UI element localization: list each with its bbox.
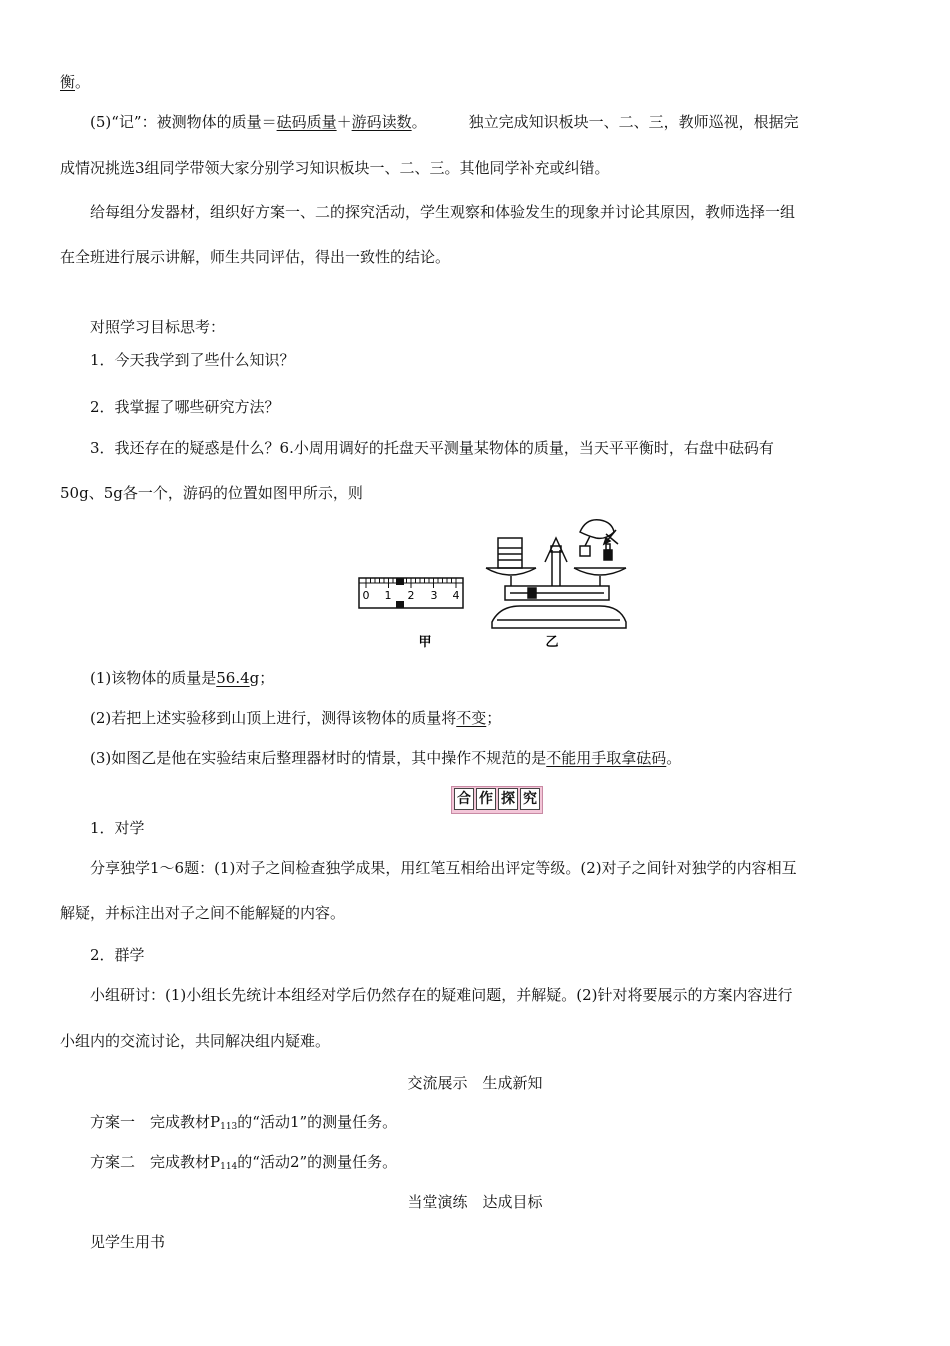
text-line: 2．我掌握了哪些研究方法？	[90, 398, 280, 416]
section-title-practice: 当堂演练 达成目标	[407, 1193, 543, 1211]
subheading: 2．群学	[90, 946, 145, 964]
question-line	[90, 748, 681, 768]
text-line: 见学生用书	[90, 1233, 166, 1251]
underlined-answer: 不变	[456, 709, 487, 727]
ruler-tick-label: 3	[430, 589, 438, 602]
text-segment: (2)若把上述实验移到山顶上进行，测得该物体的质量将	[90, 709, 457, 727]
text-segment: (1)该物体的质量是	[90, 669, 217, 687]
question-line	[90, 708, 501, 728]
subheading: 1．对学	[90, 819, 145, 837]
page-subscript: 114	[220, 1162, 238, 1172]
figure-label-jia: 甲	[418, 635, 432, 650]
ruler-tick-label: 1	[384, 589, 392, 602]
heading-char: 究	[520, 788, 540, 810]
text-segment: 的“活动1”的测量任务。	[237, 1113, 398, 1131]
heading-char: 探	[498, 788, 518, 810]
text-line: 小组研讨：(1)小组长先统计本组经对学后仍然存在的疑难问题，并解疑。(2)针对将要展示的方案内容进行	[90, 986, 793, 1004]
underlined-answer: 56.4	[216, 669, 250, 687]
rider-marker	[396, 601, 404, 608]
underlined-answer: 游码读数	[351, 113, 412, 131]
plan-line	[90, 1112, 397, 1137]
text-line	[90, 112, 799, 132]
underlined-answer: 不能用手取拿砝码	[546, 749, 667, 767]
text-line: 50g、5g各一个，游码的位置如图甲所示，则	[60, 484, 363, 502]
text-segment: ；	[486, 709, 502, 727]
section-heading-cooperate	[451, 786, 543, 814]
heading-char: 合	[454, 788, 474, 810]
text-line: 成情况挑选3组同学带领大家分别学习知识板块一、二、三。其他同学补充或纠错。	[60, 159, 610, 177]
text-line: 3．我还存在的疑惑是什么？6.小周用调好的托盘天平测量某物体的质量，当天平平衡时，右盘中砝码有	[90, 439, 774, 457]
ruler-tick-label: 4	[452, 589, 460, 602]
text-segment: 独立完成知识板块一、二、三，教师巡视，根据完	[468, 113, 799, 131]
text-line: 分享独学1～6题：(1)对子之间检查独学成果，用红笔互相给出评定等级。(2)对子之间针对独学的内容相互	[90, 859, 797, 877]
figure-label-yi: 乙	[545, 635, 559, 650]
text-line	[60, 72, 90, 92]
rider-marker	[396, 578, 404, 585]
underlined-answer: 砝码质量	[276, 113, 337, 131]
text-segment: 方案二 完成教材P	[90, 1153, 221, 1171]
question-line	[90, 668, 274, 688]
section-title-show: 交流展示 生成新知	[407, 1074, 543, 1092]
page-subscript: 113	[220, 1122, 238, 1132]
text-line: 小组内的交流讨论，共同解决组内疑难。	[60, 1032, 331, 1050]
text-line: 对照学习目标思考：	[90, 318, 226, 336]
ruler-tick-label: 0	[362, 589, 370, 602]
text-segment: 。	[411, 113, 427, 131]
text-segment: 。	[666, 749, 682, 767]
plan-line	[90, 1152, 397, 1177]
ruler-tick-label: 2	[407, 589, 415, 602]
text-line: 给每组分发器材，组织好方案一、二的探究活动，学生观察和体验发生的现象并讨论其原因，教师选择一组	[90, 203, 796, 221]
heading-char: 作	[476, 788, 496, 810]
text-segment: 方案一 完成教材P	[90, 1113, 221, 1131]
balance-figure	[486, 520, 626, 628]
text-line: 1．今天我学到了些什么知识？	[90, 351, 295, 369]
text-segment: (5)“记”：被测物体的质量＝	[90, 113, 277, 131]
text-segment: 的“活动2”的测量任务。	[237, 1153, 398, 1171]
underlined-answer: 衡	[60, 73, 76, 91]
figure-ruler-and-balance	[0, 510, 950, 650]
text-line: 在全班进行展示讲解，师生共同评估，得出一致性的结论。	[60, 248, 451, 266]
ruler-figure	[359, 578, 463, 608]
punctuation: 。	[75, 73, 91, 91]
text-line: 解疑，并标注出对子之间不能解疑的内容。	[60, 904, 346, 922]
text-segment: g；	[249, 669, 275, 687]
text-segment: ＋	[336, 113, 352, 131]
text-segment: (3)如图乙是他在实验结束后整理器材时的情景，其中操作不规范的是	[90, 749, 547, 767]
